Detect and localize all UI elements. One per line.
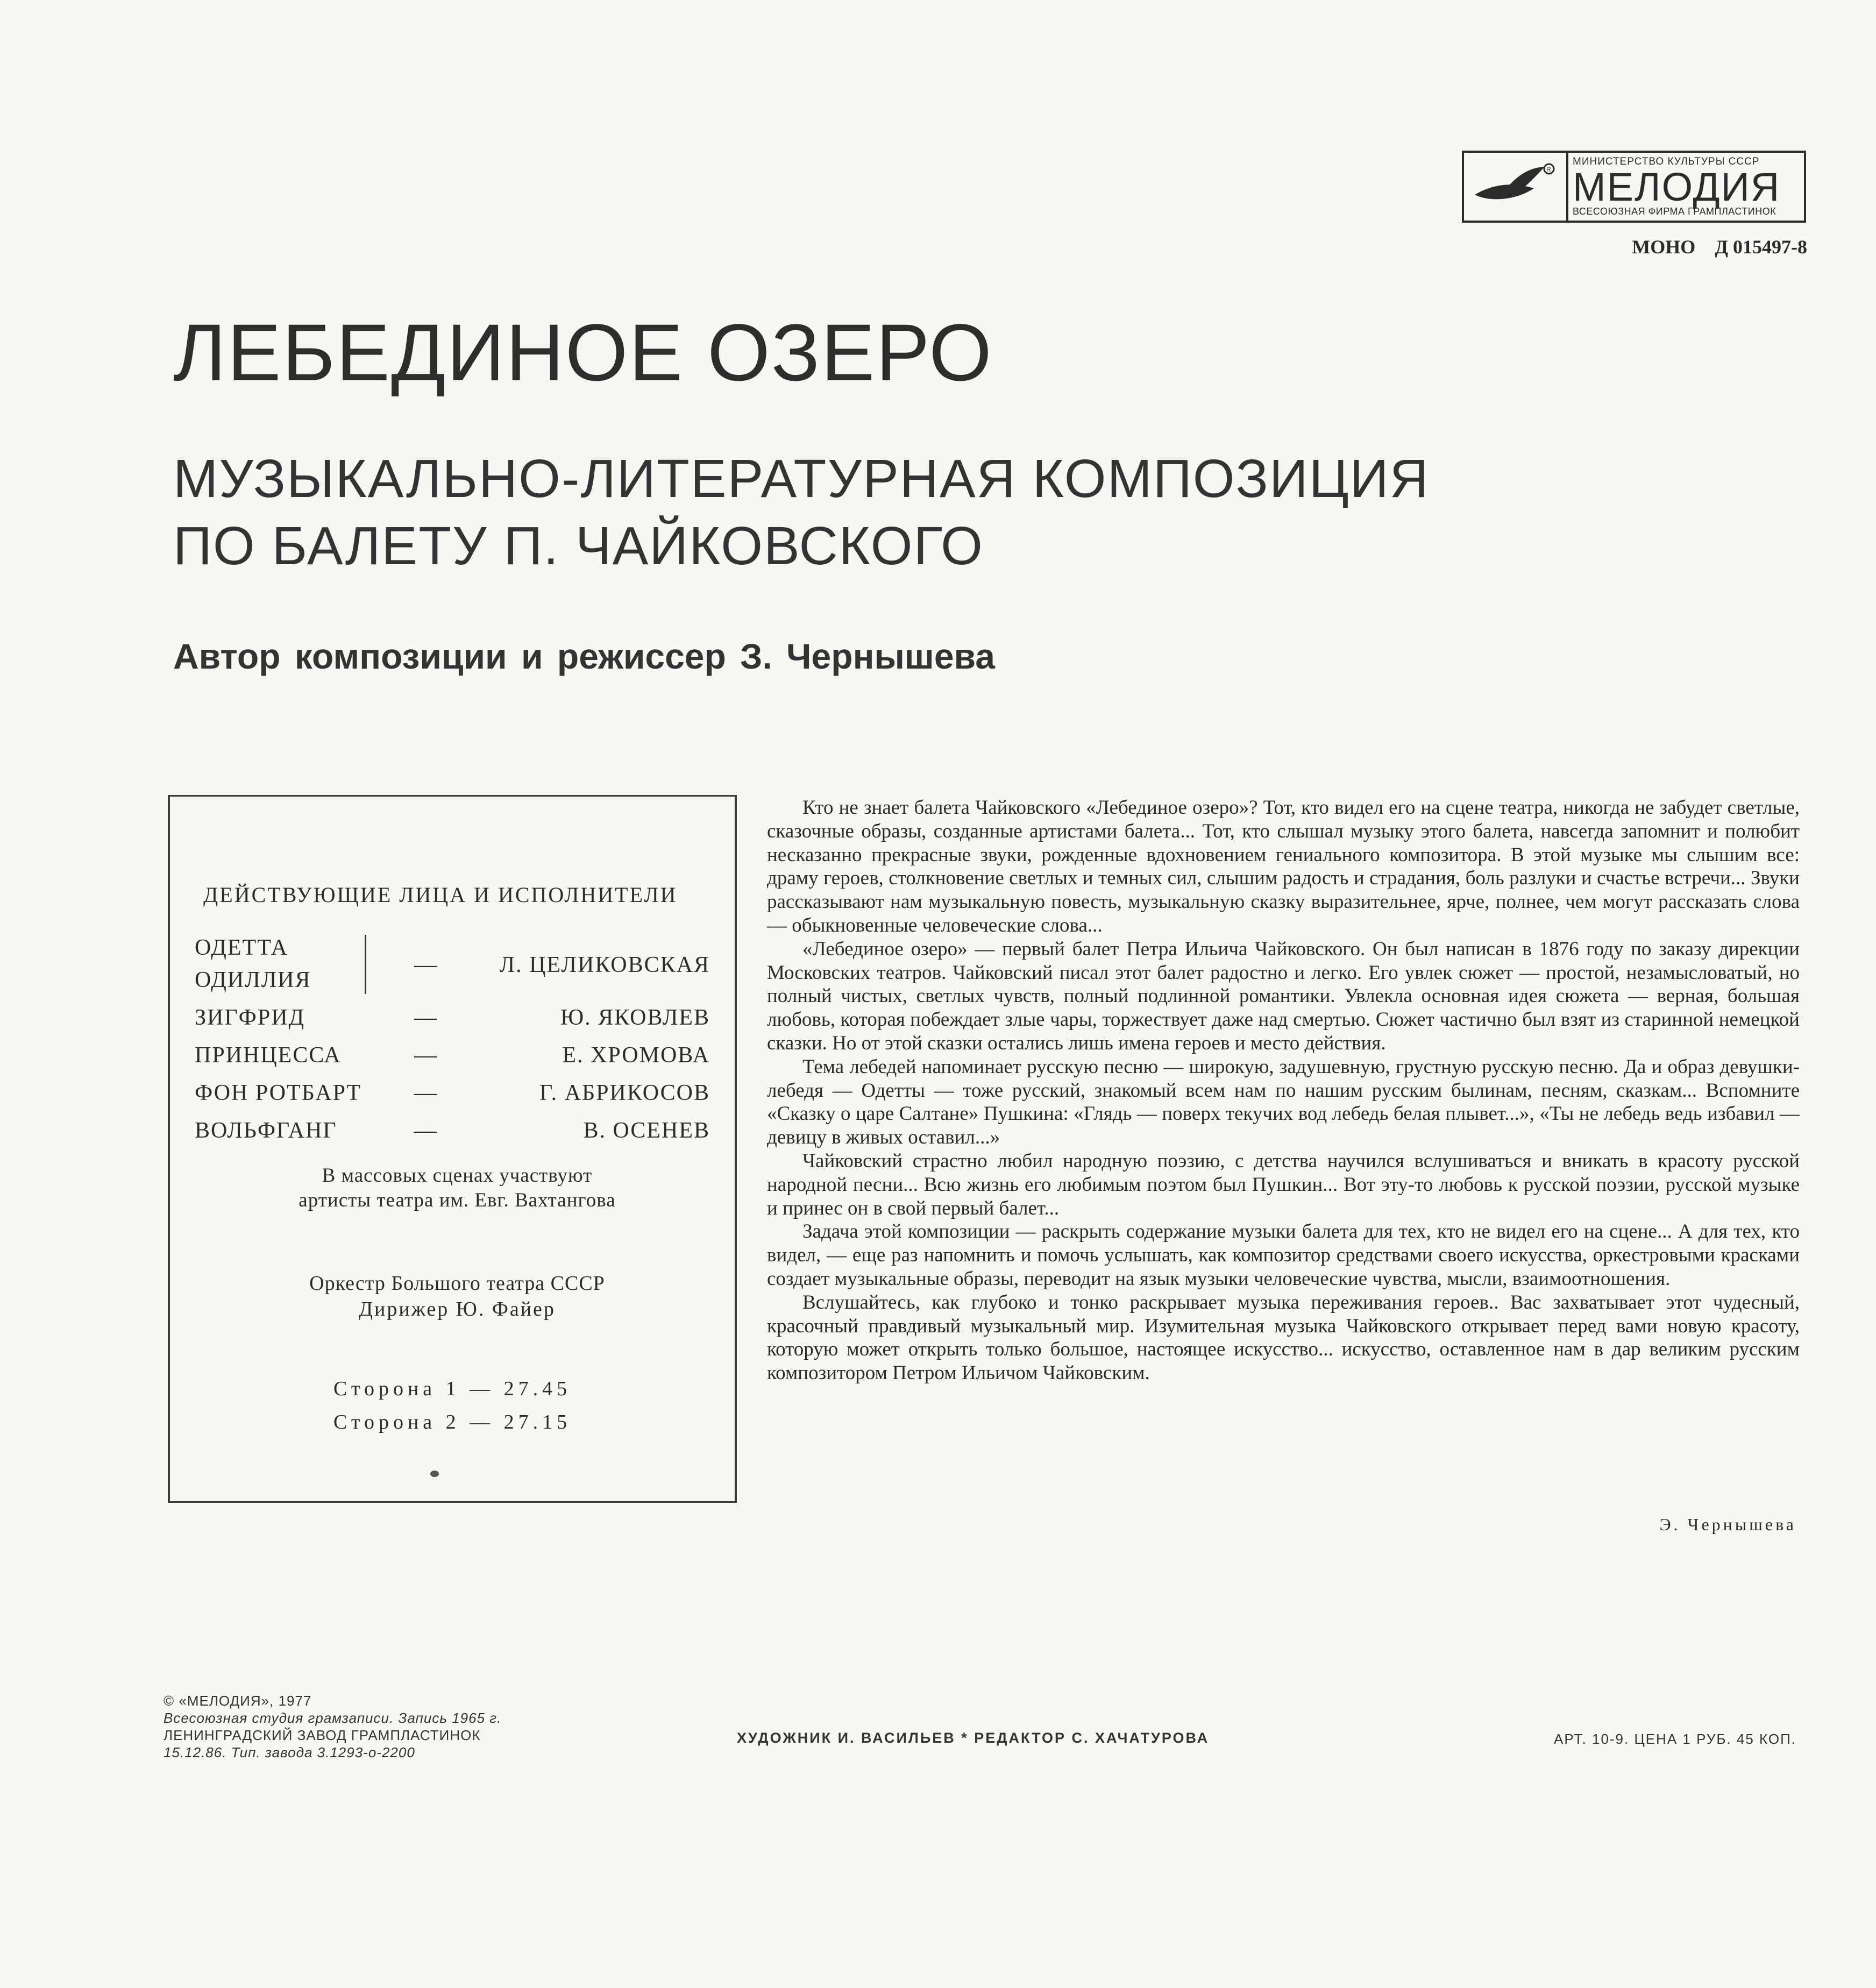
- cast-dash: —: [414, 1005, 437, 1030]
- print-run-line: 15.12.86. Тип. завода 3.1293-о-2200: [164, 1744, 415, 1760]
- essay-paragraph: Кто не знает балета Чайковского «Лебединое озеро»? Тот, кто видел его на сцене театра, никогда не забудет светлые, сказочные образы, созданные артистами балета... Тот, кто слышал музыку этого балета, навсегда запомнит и полюбит несказанно прекрасные звуки, рожденные вдохновением гениального композитора. В этой музыке мы слышим все: драму героев, столкновение светлых и темных сил, слышим радость и страдания, боль разлуки и счастье встречи... Звуки рассказывают нам музыкальную повесть, музыкальную сказку выразительнее, ярче, полнее, чем могут рассказать слова — обыкновенные человеческие слова...: [767, 797, 1800, 936]
- price-line: АРТ. 10-9. ЦЕНА 1 РУБ. 45 КОП.: [1554, 1731, 1796, 1747]
- essay-signature: Э. Чернышева: [1659, 1515, 1796, 1534]
- cast-actor: В. ОСЕНЕВ: [583, 1118, 710, 1143]
- cast-heading: ДЕЙСТВУЮЩИЕ ЛИЦА И ИСПОЛНИТЕЛИ: [203, 883, 678, 907]
- svg-text:R: R: [1546, 166, 1551, 173]
- logo-name-text: МЕЛОДИЯ: [1573, 164, 1781, 209]
- cast-role: ЗИГФРИД: [195, 1005, 305, 1030]
- factory-line: ЛЕНИНГРАДСКИЙ ЗАВОД ГРАМПЛАСТИНОК: [164, 1727, 481, 1743]
- essay-paragraph: Вслушайтесь, как глубоко и тонко раскрывает музыка переживания героев.. Вас захватывает этот чудесный, красочный правдивый музыкальный мир. Изумительная музыка Чайковского открывает перед вами новую красоту, которую может открыть только большое, настоящее искусство... искусство, оставленное нам в дар великим русским композитором Петром Ильичом Чайковским.: [767, 1291, 1800, 1384]
- side-2-duration: Сторона 2 — 27.15: [333, 1411, 572, 1433]
- logo-ministry-text: МИНИСТЕРСТВО КУЛЬТУРЫ СССР: [1573, 156, 1760, 167]
- copyright-block: [164, 1692, 501, 1761]
- print-speck: [430, 1471, 439, 1477]
- liner-notes: [767, 796, 1800, 1385]
- author-line: Автор композиции и режиссер З. Чернышева: [173, 636, 995, 676]
- melodiya-logo-icon: [1464, 153, 1568, 221]
- essay-paragraph: «Лебединое озеро» — первый балет Петра Ильича Чайковского. Он был написан в 1876 году по заказу дирекции Московских театров. Чайковский писал этот балет радостно и легко. Его увлек сюжет — простой, незамысловатый, но полный чистых, светлых чувств, полный подлинной романтики. Увлекла основная идея сюжета — верная, большая любовь, которая побеждает злые чары, торжествует даже над смертью. Сюжет частично был взят из старинной немецкой сказки. Но от этой сказки остались лишь имена героев и место действия.: [767, 938, 1800, 1054]
- cast-actor: Е. ХРОМОВА: [562, 1043, 710, 1068]
- cast-role: ФОН РОТБАРТ: [195, 1081, 362, 1105]
- melodiya-logo: [1462, 151, 1806, 223]
- cast-dash: —: [414, 1081, 437, 1105]
- essay-paragraph: Задача этой композиции — раскрыть содержание музыки балета для тех, кто не видел его на сцене... А для тех, кто видел, — еще раз напомнить и помочь услышать, как композитор средствами своего искусства, оркестровыми красками создает музыкальные образы, переводит на язык музыки человеческие чувства, мысли, взаимоотношения.: [767, 1220, 1800, 1290]
- cast-bracket: [365, 935, 366, 994]
- side-1-duration: Сторона 1 — 27.45: [333, 1378, 572, 1400]
- orchestra-line-1: Оркестр Большого театра СССР: [309, 1272, 605, 1295]
- cast-role: ОДЕТТА: [195, 935, 289, 960]
- credits-line: ХУДОЖНИК И. ВАСИЛЬЕВ * РЕДАКТОР С. ХАЧАТУРОВА: [737, 1730, 1210, 1746]
- essay-paragraph: Тема лебедей напоминает русскую песню — широкую, задушевную, грустную русскую песню. Да и образ девушки-лебедя — Одетты — тоже русский, знакомый всем нам по нашим русским былинам, песням, сказкам... Вспомните «Сказку о царе Салтане» Пушкина: «Глядь — поверх текучих вод лебедь белая плывет...», «Ты не лебедь ведь избавил — девицу в живых оставил...»: [767, 1055, 1800, 1149]
- page-title: ЛЕБЕДИНОЕ ОЗЕРО: [173, 307, 993, 397]
- copyright-line: © «МЕЛОДИЯ», 1977: [164, 1693, 312, 1709]
- cast-role: ВОЛЬФГАНГ: [195, 1118, 337, 1143]
- cast-dash: —: [414, 1118, 437, 1143]
- cast-role: ПРИНЦЕССА: [195, 1043, 342, 1068]
- subtitle-line-1: МУЗЫКАЛЬНО-ЛИТЕРАТУРНАЯ КОМПОЗИЦИЯ: [173, 449, 1430, 509]
- orchestra-note: [188, 1270, 726, 1322]
- cast-actor: Г. АБРИКОСОВ: [539, 1081, 710, 1105]
- mass-scenes-line-2: артисты театра им. Евг. Вахтангова: [299, 1189, 616, 1211]
- cast-dash: —: [414, 1043, 437, 1068]
- cast-actor: Л. ЦЕЛИКОВСКАЯ: [499, 953, 710, 977]
- cast-actor: Ю. ЯКОВЛЕВ: [560, 1005, 710, 1030]
- mass-scenes-line-1: В массовых сценах участвуют: [322, 1165, 593, 1187]
- essay-paragraph: Чайковский страстно любил народную поэзию, с детства научился вслушиваться и вникать в красоту русской народной песни... Всю жизнь его любимым поэтом был Пушкин... Вот эту-то любовь к русской поэзии, русской музыке и принес он в свой первый балет...: [767, 1149, 1800, 1219]
- catalog-number: МОНО Д 015497-8: [1632, 236, 1807, 258]
- logo-firm-text: ВСЕСОЮЗНАЯ ФИРМА ГРАМПЛАСТИНОК: [1573, 206, 1776, 217]
- subtitle-line-2: ПО БАЛЕТУ П. ЧАЙКОВСКОГО: [173, 516, 984, 576]
- conductor-line: Дирижер Ю. Файер: [359, 1298, 556, 1320]
- cast-role: ОДИЛЛИЯ: [195, 968, 311, 992]
- recording-line: Всесоюзная студия грамзаписи. Запись 1965 г.: [164, 1710, 502, 1726]
- cast-dash: —: [414, 953, 437, 977]
- mass-scenes-note: [188, 1163, 726, 1213]
